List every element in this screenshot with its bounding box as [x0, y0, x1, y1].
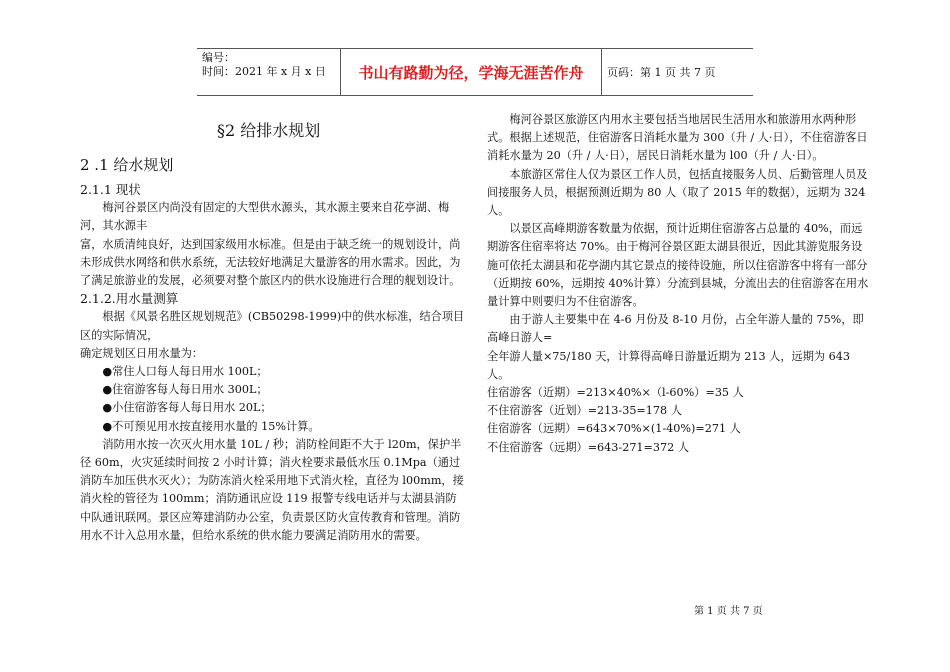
calc-line: 住宿游客（远期）=643×70%×(1-40%)=271 人 [487, 422, 741, 436]
header-meta [197, 49, 340, 95]
left-column [80, 181, 467, 545]
page-footer: 第 1 页 共 7 页 [694, 606, 763, 617]
subsection-heading-1: 2.1.1 现状 [80, 182, 141, 197]
paragraph: 根据《风景名胜区规划规范》(CB50298-1999)中的供水标准，结合项目区的实际情况， [80, 310, 465, 342]
time-label: 时间：2021 年 x 月 x 日 [202, 65, 326, 78]
page-header [197, 48, 753, 96]
paragraph: 消防用水按一次灭火用水量 10L / 秒；消防栓间距不大于 l20m，保护半径 60m，火灾延续时间按 2 小时计算；消火栓要求最低水压 0.1Mpa（通过消防车加压供水灭火）；为防冻消火栓采用地下式消火栓，直径为 l00mm，接消火栓的管径为 100mm；消防通讯应设 119 报警专线电话并与太湖县消防中队通讯联网。景区应筹建消防办公室，负责景区防火宣传教育和管理。消防用水不计入总用水量，但给水系统的供水能力要满足消防用水的需要。 [80, 437, 464, 542]
header-motto: 书山有路勤为径，学海无涯苦作舟 [340, 49, 602, 95]
section-heading: 2 .1 给水规划 [80, 156, 174, 174]
paragraph: 由于游人主要集中在 4-6 月份及 8-10 月份，占全年游人量的 75%，即高峰日游人= [487, 313, 864, 345]
paragraph: 以景区高峰期游客数量为依据，预计近期住宿游客占总量的 40%，而远期游客住宿率将达 70%。由于梅河谷景区距太湖县很近，因此其游览服务设施可依托太湖县和花亭湖内其它景点的接待设施，所以住宿游客中将有一部分（近期按 60%，远期按 40%计算）分流到县城，分流出去的住宿游客在用水量计算中则要归为不住宿游客。 [487, 222, 869, 309]
page-title: §2 给排水规划 [217, 121, 321, 140]
calc-line: 住宿游客（近期）=213×40%×（l-60%）=35 人 [487, 386, 744, 400]
paragraph: 本旅游区常住人仅为景区工作人员，包括直接服务人员、后勤管理人员及间接服务人员，根据预测近期为 80 人（取了 2015 年的数据），远期为 324 人。 [487, 167, 868, 218]
list-item: ●常住人口每人每日用水 100L； [102, 365, 268, 379]
list-item: ●不可预见用水按直接用水量的 15%计算。 [102, 419, 320, 433]
list-item: ●小住宿游客每人每日用水 20L； [102, 401, 272, 415]
paragraph: 富，水质清纯良好，达到国家级用水标准。但是由于缺乏统一的规划设计，尚未形成供水网络和供水系统，无法较好地满足大量游客的用水需求。因此，为了满足旅游业的发展，必须要对整个旅区内的供水设施进行合理的舰划设计。 [80, 237, 461, 288]
calc-line: 全年游人量×75/180 天，计算得高峰日游量近期为 213 人，远期为 643 人。 [487, 349, 850, 381]
calc-line: 不住宿游客（近划）=213-35=178 人 [487, 404, 682, 418]
paragraph: 梅河谷景区旅游区内用水主要包括当地居民生活用水和旅游用水两种形式。根据上述规范，住宿游客日消耗水量为 300（升 / 人·日），不住宿游客日消耗水量为 20（升 / 人·日），居民日消耗水量为 l00（升 / 人·日）。 [487, 113, 868, 163]
paragraph: 确定规划区日用水量为： [80, 346, 204, 360]
calc-line: 不住宿游客（远期）=643-271=372 人 [487, 440, 690, 454]
right-column [487, 111, 872, 457]
paragraph: 梅河谷景区内尚没有固定的大型供水源头，其水源主要来自花亭湖、梅河，其水源丰 [80, 201, 450, 233]
subsection-heading-2: 2.1.2.用水量测算 [80, 291, 179, 307]
number-label: 编号： [202, 51, 235, 64]
header-page-label: 页码：第 1 页 共 7 页 [607, 66, 716, 79]
list-item: ●住宿游客每人每日用水 300L； [102, 383, 268, 397]
